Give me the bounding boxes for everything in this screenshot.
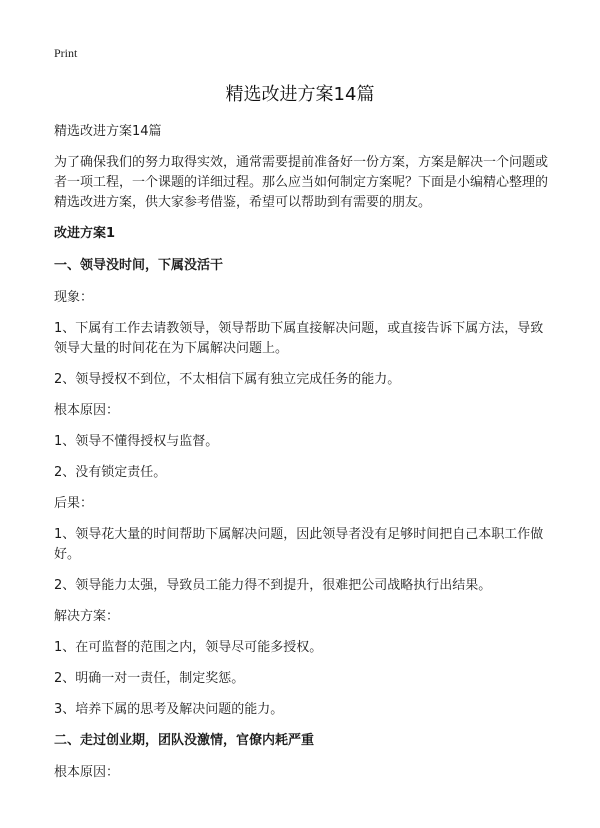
- paragraph: 现象：: [54, 290, 94, 305]
- paragraph: 3、培养下属的思考及解决问题的能力。: [54, 702, 284, 717]
- paragraph: 根本原因：: [54, 765, 120, 780]
- paragraph: 1、在可监督的范围之内，领导尽可能多授权。: [54, 640, 323, 655]
- intro-paragraph: 为了确保我们的努力取得实效，通常需要提前准备好一份方案，方案是解决一个问题或者一项工程，一个课题的详细过程。那么应当如何制定方案呢？下面是小编精心整理的精选改进方案，供大家参考借鉴，希望可以帮助到有需要的朋友。: [54, 155, 549, 210]
- paragraph: 根本原因：: [54, 403, 120, 418]
- paragraph: 2、领导能力太强，导致员工能力得不到提升，很难把公司战略执行出结果。: [54, 578, 492, 593]
- paragraph: 后果：: [54, 496, 94, 511]
- subtitle-paragraph: 精选改进方案14篇: [54, 124, 162, 139]
- print-label: Print: [54, 46, 78, 60]
- paragraph: 1、领导不懂得授权与监督。: [54, 434, 219, 449]
- paragraph: 2、领导授权不到位，不太相信下属有独立完成任务的能力。: [54, 372, 401, 387]
- paragraph: 解决方案：: [54, 609, 120, 624]
- section-heading: 改进方案1: [54, 226, 116, 241]
- paragraph: 2、没有锁定责任。: [54, 465, 167, 480]
- paragraph: 2、明确一对一责任，制定奖惩。: [54, 671, 245, 686]
- subsection-heading: 二、走过创业期，团队没激情，官僚内耗严重: [54, 733, 315, 748]
- document-body: [54, 122, 548, 794]
- paragraph: 1、下属有工作去请教领导，领导帮助下属直接解决问题，或直接告诉下属方法，导致领导大量的时间花在为下属解决问题上。: [54, 321, 544, 356]
- document-title: 精选改进方案14篇: [225, 84, 375, 105]
- subsection-heading: 一、领导没时间，下属没活干: [54, 258, 224, 273]
- paragraph: 1、领导花大量的时间帮助下属解决问题，因此领导者没有足够时间把自己本职工作做好。: [54, 527, 544, 562]
